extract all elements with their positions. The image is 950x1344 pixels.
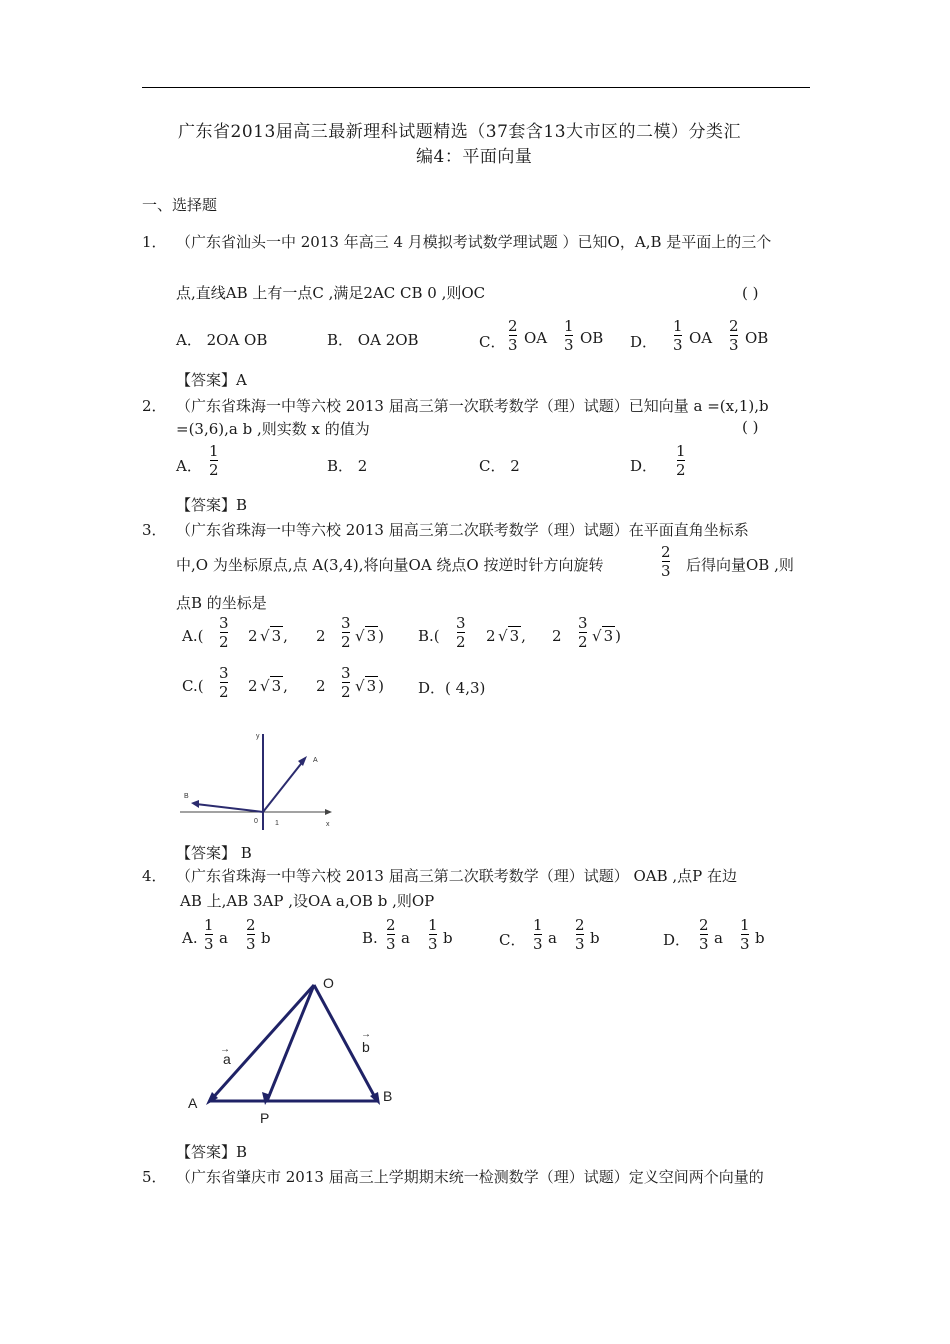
q1-option-b: B． OA 2OB <box>327 331 419 349</box>
q4-label-vec-b: b <box>362 1039 370 1055</box>
q3-option-c-label: C.( <box>182 677 204 695</box>
q3-option-b-sqrt1: √ 3 , <box>498 627 526 645</box>
q2-option-d-label: D． <box>630 457 658 475</box>
q2-number: 2． <box>142 397 167 415</box>
doc-title-line2: 编4：平面向量 <box>416 147 533 167</box>
q1-option-d-frac1: 1 3 <box>673 317 683 354</box>
q1-option-d-frac2: 2 3 <box>729 317 739 354</box>
q3-stem-line2a: 中,O 为坐标原点,点 A(3,4),将向量OA 绕点O 按逆时针方向旋转 <box>176 556 604 574</box>
q1-option-d-term2: OB <box>745 329 769 347</box>
q4-label-a: A <box>188 1095 198 1111</box>
section-heading: 一、选择题 <box>142 196 218 214</box>
q4-option-c-label: C． <box>499 931 526 949</box>
q3-option-b-sqrt2: √ 3 ) <box>592 627 621 645</box>
q1-option-c-term1: OA <box>524 329 548 347</box>
q4-arrow-over-b: → <box>361 1029 371 1040</box>
q3-label-origin: 0 <box>254 818 258 825</box>
q4-label-vec-a: a <box>223 1051 231 1067</box>
q3-option-a-frac1: 3 2 <box>219 614 229 651</box>
q4-label-p: P <box>260 1110 270 1126</box>
q4-option-a-label: A. <box>182 929 198 947</box>
q3-option-c-frac2: 3 2 <box>341 664 351 701</box>
q4-option-d-frac1: 2 3 <box>699 916 709 953</box>
q3-label-one: 1 <box>275 820 279 827</box>
q3-option-b-coef2: 2 <box>552 627 562 645</box>
q2-stem-line2: =(3,6),a b ,则实数 x 的值为 <box>176 420 370 438</box>
q4-option-d-frac2: 1 3 <box>740 916 750 953</box>
q3-vector-oa <box>263 760 304 812</box>
q1-option-d-label: D． <box>630 333 658 351</box>
q1-option-c-term2: OB <box>580 329 604 347</box>
q2-option-a-label: A． <box>176 457 202 475</box>
q2-option-c: C． 2 <box>479 457 520 475</box>
q4-option-b-vec-b: b <box>443 929 453 947</box>
q1-number: 1． <box>142 233 167 251</box>
q4-answer: 【答案】B <box>176 1143 248 1161</box>
q1-answer: 【答案】A <box>176 371 247 389</box>
q1-option-c-frac1: 2 3 <box>508 317 518 354</box>
q4-option-c-frac1: 1 3 <box>533 916 543 953</box>
q3-rotation-frac: 2 3 <box>661 543 671 580</box>
q3-option-a-frac2: 3 2 <box>341 614 351 651</box>
q4-option-a-vec-b: b <box>261 929 271 947</box>
q4-triangle-figure <box>180 968 410 1128</box>
q3-stem-line3: 点B 的坐标是 <box>176 594 267 612</box>
q1-option-d-term1: OA <box>689 329 713 347</box>
q3-option-c-frac1: 3 2 <box>219 664 229 701</box>
q2-stem-line1: （广东省珠海一中等六校 2013 届高三第一次联考数学（理）试题）已知向量 a =(x,1),b <box>176 397 769 415</box>
q3-option-a-label: A.( <box>182 627 204 645</box>
q4-stem-line1: （广东省珠海一中等六校 2013 届高三第二次联考数学（理）试题） OAB ,点P 在边 <box>176 867 738 885</box>
q4-option-a-vec-a: a <box>219 929 228 947</box>
q1-answer-paren: ( ) <box>742 284 759 302</box>
q2-option-a-frac: 1 2 <box>209 442 219 479</box>
q4-option-b-label: B. <box>362 929 378 947</box>
q4-option-c-frac2: 2 3 <box>575 916 585 953</box>
q4-option-b-frac2: 1 3 <box>428 916 438 953</box>
q3-stem-line1: （广东省珠海一中等六校 2013 届高三第二次联考数学（理）试题）在平面直角坐标系 <box>176 521 749 539</box>
q1-option-a: A． 2OA OB <box>176 331 268 349</box>
q4-option-b-vec-a: a <box>401 929 410 947</box>
q3-x-axis-arrow <box>325 809 332 815</box>
q1-option-c-label: C． <box>479 333 506 351</box>
q3-option-b-frac1: 3 2 <box>456 614 466 651</box>
q3-option-a-coef1: 2 <box>248 627 258 645</box>
q3-option-c-coef2: 2 <box>316 677 326 695</box>
q3-option-a-sqrt2: √ 3 ) <box>355 627 384 645</box>
q4-option-d-vec-b: b <box>755 929 765 947</box>
q3-option-b-coef1: 2 <box>486 627 496 645</box>
q2-answer-paren: ( ) <box>742 418 759 436</box>
q1-option-c-frac2: 1 3 <box>564 317 574 354</box>
q3-option-c-sqrt1: √ 3 , <box>260 677 288 695</box>
q4-vector-op <box>267 985 314 1101</box>
q3-option-a-sqrt1: √ 3 , <box>260 627 288 645</box>
q4-stem-line2: AB 上,AB 3AP ,设OA a,OB b ,则OP <box>180 892 435 910</box>
q4-arrow-over-a: → <box>220 1044 230 1055</box>
q4-option-c-vec-a: a <box>548 929 557 947</box>
q3-answer: 【答案】 B <box>176 844 252 862</box>
q1-source: （广东省汕头一中 2013 年高三 4 月模拟考试数学理试题 ）已知O，A,B 是平面上的三个 <box>176 233 772 251</box>
q4-option-a-frac1: 1 3 <box>204 916 214 953</box>
q3-coordinate-figure <box>172 722 342 834</box>
q2-option-d-frac: 1 2 <box>676 442 686 479</box>
q3-vector-ob-arrow <box>191 800 199 808</box>
q3-label-y: y <box>256 733 260 740</box>
q3-stem-line2b: 后得向量OB ,则 <box>686 556 794 574</box>
q3-option-d: D．( 4,3) <box>418 679 486 697</box>
q3-label-x: x <box>326 821 330 828</box>
q3-option-b-frac2: 3 2 <box>578 614 588 651</box>
q3-option-c-coef1: 2 <box>248 677 258 695</box>
q3-vector-ob <box>196 804 263 812</box>
q3-option-a-coef2: 2 <box>316 627 326 645</box>
q5-stem-line1: （广东省肇庆市 2013 届高三上学期期末统一检测数学（理）试题）定义空间两个向量的 <box>176 1168 764 1186</box>
q3-number: 3． <box>142 521 167 539</box>
q3-label-a: A <box>313 757 318 764</box>
q4-number: 4． <box>142 867 167 885</box>
q1-stem: 点,直线AB 上有一点C ,满足2AC CB 0 ,则OC <box>176 284 486 302</box>
q4-label-o: O <box>323 975 334 991</box>
doc-title-line1: 广东省2013届高三最新理科试题精选（37套含13大市区的二模）分类汇 <box>178 122 742 142</box>
q3-option-b-label: B.( <box>418 627 440 645</box>
q3-label-b: B <box>184 793 189 800</box>
q3-option-c-sqrt2: √ 3 ) <box>355 677 384 695</box>
q4-option-d-label: D． <box>663 931 691 949</box>
q2-option-b: B． 2 <box>327 457 368 475</box>
header-rule <box>142 87 810 88</box>
q5-number: 5． <box>142 1168 167 1186</box>
q2-answer: 【答案】B <box>176 496 248 514</box>
q4-option-c-vec-b: b <box>590 929 600 947</box>
q4-option-d-vec-a: a <box>714 929 723 947</box>
q4-vector-oa <box>210 985 314 1101</box>
q4-label-b: B <box>383 1088 393 1104</box>
q4-option-a-frac2: 2 3 <box>246 916 256 953</box>
q4-option-b-frac1: 2 3 <box>386 916 396 953</box>
